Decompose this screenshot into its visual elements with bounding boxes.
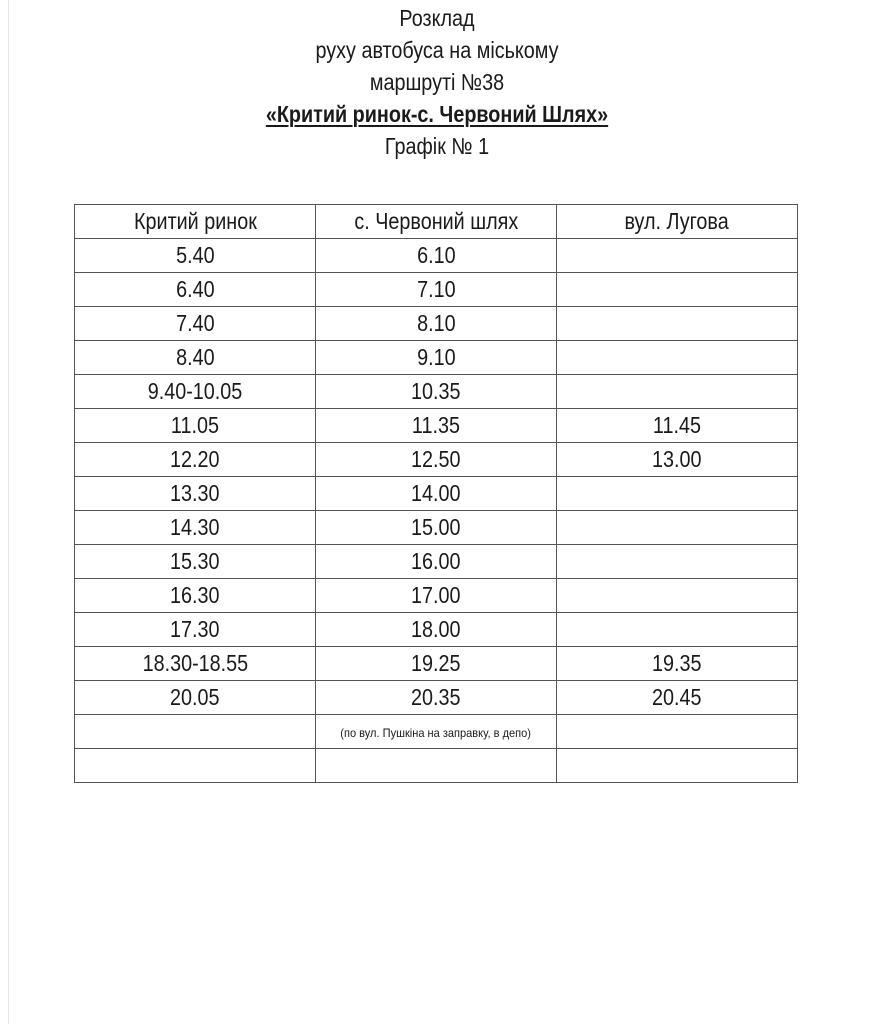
table-row bbox=[75, 273, 798, 307]
table-cell-empty bbox=[75, 715, 316, 749]
table-cell-empty bbox=[557, 749, 798, 783]
table-row bbox=[75, 681, 798, 715]
table-cell bbox=[557, 273, 798, 307]
route-number-line: маршруті №38 bbox=[369, 69, 505, 95]
table-cell: 17.00 bbox=[316, 579, 557, 613]
document-header bbox=[0, 0, 874, 162]
schedule-number: Графік № 1 bbox=[384, 133, 490, 159]
table-cell: 16.00 bbox=[316, 545, 557, 579]
table-row bbox=[75, 409, 798, 443]
column-header-chervonyi-shliakh: с. Червоний шлях bbox=[316, 205, 557, 239]
table-cell: 5.40 bbox=[75, 239, 316, 273]
table-cell: 16.30 bbox=[75, 579, 316, 613]
table-row bbox=[75, 239, 798, 273]
table-row bbox=[75, 579, 798, 613]
table-row bbox=[75, 545, 798, 579]
depot-note: (по вул. Пушкіна на заправку, в депо) bbox=[316, 715, 557, 749]
table-cell: 19.25 bbox=[316, 647, 557, 681]
table-cell: 17.30 bbox=[75, 613, 316, 647]
table-row bbox=[75, 613, 798, 647]
table-cell: 13.00 bbox=[557, 443, 798, 477]
subtitle-line: руху автобуса на міському bbox=[315, 37, 559, 63]
table-cell: 20.35 bbox=[316, 681, 557, 715]
table-cell: 6.10 bbox=[316, 239, 557, 273]
table-cell: 12.50 bbox=[316, 443, 557, 477]
table-cell: 8.10 bbox=[316, 307, 557, 341]
schedule-table bbox=[74, 204, 798, 783]
table-cell: 15.00 bbox=[316, 511, 557, 545]
title-line: Розклад bbox=[399, 5, 475, 31]
table-cell bbox=[557, 341, 798, 375]
table-row bbox=[75, 307, 798, 341]
table-cell: 11.35 bbox=[316, 409, 557, 443]
table-cell: 10.35 bbox=[316, 375, 557, 409]
table-cell bbox=[557, 579, 798, 613]
table-cell: 20.45 bbox=[557, 681, 798, 715]
table-cell: 13.30 bbox=[75, 477, 316, 511]
table-cell bbox=[557, 239, 798, 273]
column-header-kryty-rynok: Критий ринок bbox=[75, 205, 316, 239]
column-header-luhova: вул. Лугова bbox=[557, 205, 798, 239]
table-cell: 7.40 bbox=[75, 307, 316, 341]
table-row bbox=[75, 647, 798, 681]
table-row bbox=[75, 375, 798, 409]
table-row-note bbox=[75, 715, 798, 749]
table-cell: 7.10 bbox=[316, 273, 557, 307]
table-cell bbox=[557, 545, 798, 579]
table-cell: 20.05 bbox=[75, 681, 316, 715]
table-cell bbox=[557, 613, 798, 647]
table-cell: 15.30 bbox=[75, 545, 316, 579]
table-row bbox=[75, 443, 798, 477]
table-cell: 9.40-10.05 bbox=[75, 375, 316, 409]
route-name: «Критий ринок-с. Червоний Шлях» bbox=[265, 101, 609, 127]
table-cell-empty bbox=[75, 749, 316, 783]
table-row bbox=[75, 477, 798, 511]
table-cell: 18.00 bbox=[316, 613, 557, 647]
table-row bbox=[75, 341, 798, 375]
table-cell: 8.40 bbox=[75, 341, 316, 375]
table-cell: 11.45 bbox=[557, 409, 798, 443]
table-cell bbox=[557, 477, 798, 511]
table-row-empty bbox=[75, 749, 798, 783]
table-row bbox=[75, 511, 798, 545]
table-cell: 18.30-18.55 bbox=[75, 647, 316, 681]
table-cell: 11.05 bbox=[75, 409, 316, 443]
table-cell bbox=[557, 307, 798, 341]
table-cell-empty bbox=[557, 715, 798, 749]
table-cell: 6.40 bbox=[75, 273, 316, 307]
table-cell: 12.20 bbox=[75, 443, 316, 477]
table-cell bbox=[557, 375, 798, 409]
table-cell: 19.35 bbox=[557, 647, 798, 681]
table-cell: 14.00 bbox=[316, 477, 557, 511]
table-header-row bbox=[75, 205, 798, 239]
table-cell: 9.10 bbox=[316, 341, 557, 375]
table-cell-empty bbox=[316, 749, 557, 783]
table-cell bbox=[557, 511, 798, 545]
table-cell: 14.30 bbox=[75, 511, 316, 545]
